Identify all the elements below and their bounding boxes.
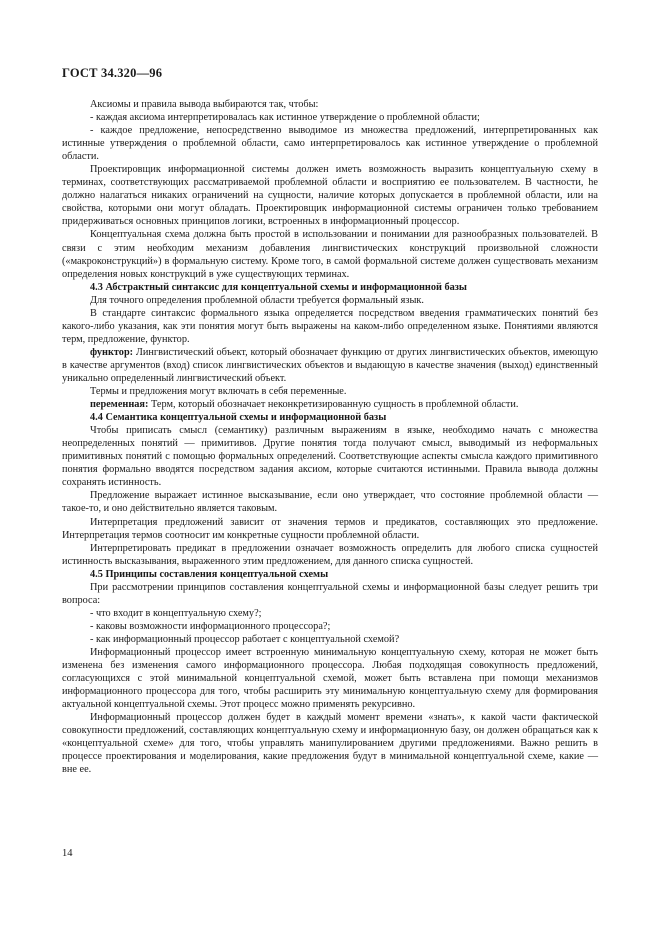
paragraph: - каждая аксиома интерпретировалась как истинное утверждение о проблемной области; [90, 112, 480, 124]
term-label: переменная: [90, 399, 149, 411]
paragraph: В стандарте синтаксис формального языка определяется посредством введения грамматических понятий без какого-либо указания, как эти понятия могут быть выражены на каком-либо определенном языке. Понятиями являются терм, предложение, функтор. [62, 307, 598, 345]
term-definition [62, 346, 598, 385]
paragraph: - каждое предложение, непосредственно выводимое из множества предложений, интерпретированных как истинные утверждения о проблемной области, само интерпретировалось как истинное утверждение о проблемной области. [62, 125, 598, 163]
term-text: Лингвистический объект, который обозначает функцию от других лингвистических объектов, имеющую в качестве аргументов (вход) список лингвистических объектов и выдающую в качестве значения (выход) единственный уникально определенный лингвистический объект. [62, 346, 598, 384]
section-heading: 4.5 Принципы составления концептуальной схемы [90, 568, 329, 580]
page-number: 14 [62, 848, 73, 859]
paragraph: - каковы возможности информационного процессора?; [90, 620, 331, 632]
paragraph: Информационный процессор должен будет в каждый момент времени «знать», к какой части фактической совокупности предложений, составляющих концептуальную схему и информационную базу, он должен обращаться как к «концептуальной схеме» для того, чтобы управлять манипулированием другими предложениями. Важно решить в процессе проектирования и моделирования, какие предложения будут в минимальной концептуальной схеме, какие — вне ее. [62, 712, 598, 776]
paragraph: Проектировщик информационной системы должен иметь возможность выразить концептуальную схему в терминах, соответствующих рассматриваемой проблемной области и восприятию ее пользователем. В частности, he должно налагаться никаких ограничений на сущности, наличие которых допускается в проблемной области, или на свойства, которыми они могут обладать. Проектировщик информационной системы ограничен только требованием придерживаться основных принципов логики, встроенных в информационный процессор. [62, 164, 598, 228]
paragraph: Концептуальная схема должна быть простой в использовании и понимании для разнообразных пользователей. В связи с этим необходим механизм добавления лингвистических конструкций произвольной сложности («макроконструкций») в формальную систему. Кроме того, в самой формальной системе должен существовать механизм определения новых конструкций в уже существующих терминах. [62, 229, 598, 280]
term-text: Терм, который обозначает неконкретизированную сущность в проблемной области. [148, 399, 519, 411]
paragraph: Термы и предложения могут включать в себя переменные. [90, 386, 347, 398]
paragraph: Интерпретация предложений зависит от значения термов и предикатов, составляющих это предложение. Интерпретация термов соотносит им конкретные сущности проблемной области. [62, 516, 598, 541]
paragraph: Предложение выражает истинное высказывание, если оно утверждает, что состояние проблемной области — такое-то, и оно действительно является таковым. [62, 490, 598, 515]
paragraph: Интерпретировать предикат в предложении означает возможность определить для любого списка сущностей истинность высказывания, выраженного этим предложением, для данного списка сущностей. [62, 542, 598, 567]
paragraph: Аксиомы и правила вывода выбираются так, чтобы: [90, 99, 319, 110]
paragraph: Информационный процессор имеет встроенную минимальную концептуальную схему, которая не может быть изменена без изменения самого информационного процессора. Любая подходящая совокупность предложений, согласующихся с этой минимальной концептуальной схемой, может быть вставлена при помощи механизмов информационного процессора для того, чтобы расширить эту минимальную концептуальную схему для формирования актуальной концептуальной схемы. Этот процесс можно применять рекурсивно. [62, 646, 598, 711]
section-heading: 4.3 Абстрактный синтаксис для концептуальной схемы и информационной базы [90, 281, 467, 293]
paragraph: Чтобы приписать смысл (семантику) различным выражениям в языке, необходимо начать с множества неопределенных понятий — примитивов. Другие понятия тогда получают смысл, выводимый из неформальных примитивных понятий с помощью формальных определений. Соответствующие аспекты смысла каждого примитивного понятия формально вводятся посредством задания аксиом, которые считаются истинными. Правила вывода должны сохранять истинность. [62, 425, 598, 489]
term-label: функтор: [90, 346, 134, 358]
term-definition [62, 398, 598, 411]
paragraph: - как информационный процессор работает с концептуальной схемой? [90, 633, 400, 645]
paragraph: При рассмотрении принципов составления концептуальной схемы и информационной базы следует решить три вопроса: [62, 581, 598, 606]
section-heading: 4.4 Семантика концептуальной схемы и информационной базы [90, 412, 387, 424]
document-header: ГОСТ 34.320—96 [62, 66, 163, 80]
document-body [62, 98, 598, 776]
paragraph: Для точного определения проблемной области требуется формальный язык. [90, 294, 424, 306]
paragraph: - что входит в концептуальную схему?; [90, 607, 262, 619]
